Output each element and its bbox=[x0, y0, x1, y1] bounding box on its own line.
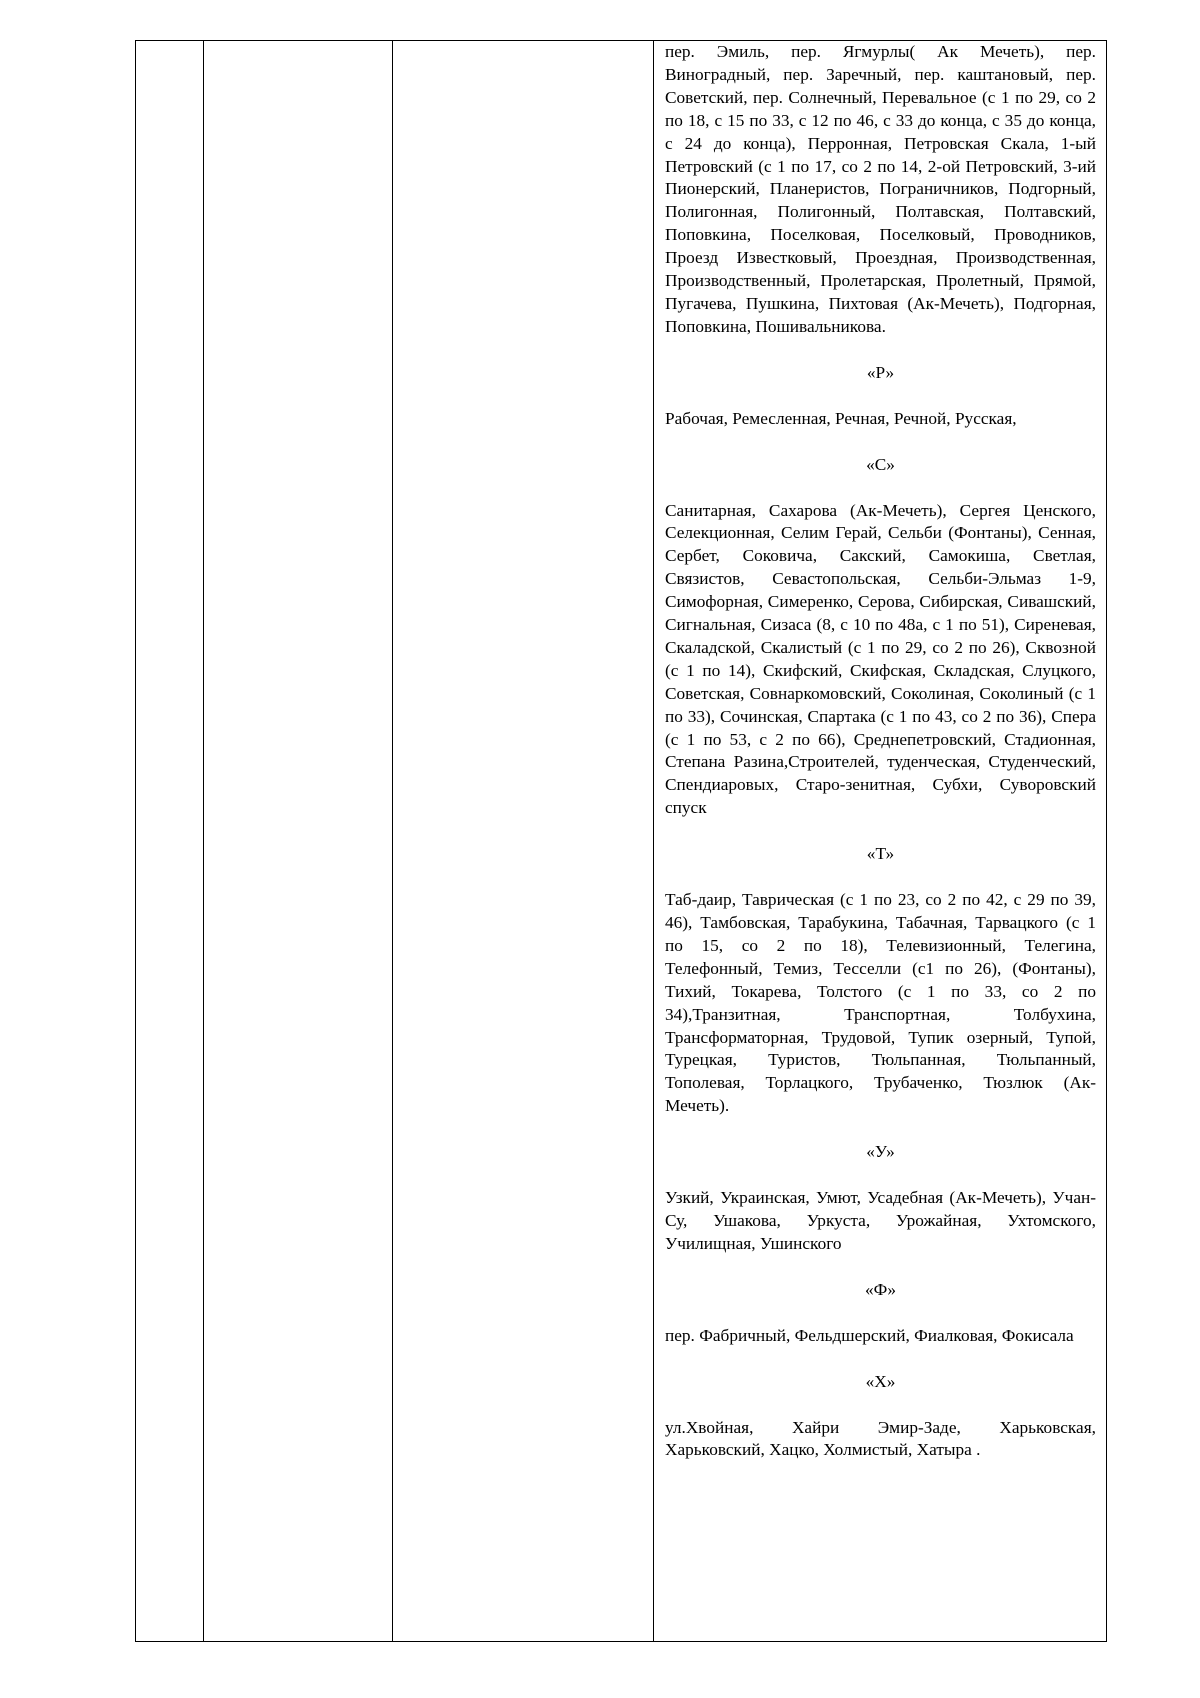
number-cell bbox=[136, 41, 204, 1642]
letter-heading-t: «Т» bbox=[866, 844, 895, 864]
street-list-s: Санитарная, Сахарова (Ак-Мечеть), Сергея Ценского, Селекционная, Селим Герай, Сельби (Фонтаны), Сенная, Сербет, Соковича, Сакский, Самокиша, Светлая, Связистов, Севастопольская, Сельби-Эльмаз 1-9, Симофорная, Симеренко, Серова, Сибирская, Сивашский, Сигнальная, Сизаса (8, с 10 по 48а, с 1 по 51), Сиреневая, Скаладской, Скалистый (с 1 по 29, со 2 по 26), Сквозной (с 1 по 14), Скифский, Скифская, Складская, Слуцкого, Советская, Совнаркомовский, Соколиная, Соколиный (с 1 по 33), Сочинская, Спартака (с 1 по 43, со 2 по 36), Спера (с 1 по 53, с 2 по 66), Среднепетровский, Стадионная, Степана Разина,Строителей, туденческая, Студенческий, Спендиаровых, Старо-зенитная, Субхи, Суворовский спуск bbox=[665, 500, 1096, 818]
document-table bbox=[135, 40, 1107, 1642]
table-row bbox=[136, 41, 1107, 1642]
institution-cell bbox=[393, 41, 654, 1642]
letter-heading-f: «Ф» bbox=[865, 1279, 896, 1299]
street-list-r: Рабочая, Ремесленная, Речная, Речной, Русская, bbox=[665, 408, 1017, 428]
street-list-p: пер. Эмиль, пер. Ягмурлы( Ак Мечеть), пер. Виноградный, пер. Заречный, пер. каштановый, пер. Советский, пер. Солнечный, Перевальное (с 1 по 29, со 2 по 18, с 15 по 33, с 12 по 46, с 33 до конца, с 35 до конца, с 24 до конца), Перронная, Петровская Скала, 1-ый Петровский (с 1 по 17, со 2 по 14, 2-ой Петровский, 3-ий Пионерский, Планеристов, Пограничников, Подгорный, Полигонная, Полигонный, Полтавская, Полтавский, Поповкина, Поселковая, Поселковый, Проводников, Проезд Известковый, Проездная, Производственная, Производственный, Пролетарская, Пролетный, Прямой, Пугачева, Пушкина, Пихтовая (Ак-Мечеть), Подгорная, Поповкина, Пошивальникова. bbox=[665, 42, 1096, 336]
letter-heading-kh: «Х» bbox=[865, 1371, 896, 1391]
street-list-t: Таб-даир, Таврическая (с 1 по 23, со 2 по 42, с 29 по 39, 46), Тамбовская, Тарабукина, Табачная, Тарвацкого (с 1 по 15, со 2 по 18), Телевизионный, Телегина, Телефонный, Темиз, Тесселли (с1 по 26), (Фонтаны), Тихий, Токарева, Толстого (с 1 по 33, со 2 по 34),Транзитная, Транспортная, Толбухина, Трансформаторная, Трудовой, Тупик озерный, Тупой, Турецкая, Туристов, Тюльпанная, Тюльпанный, Тополевая, Торлацкого, Трубаченко, Тюзлюк (Ак- Мечеть). bbox=[665, 890, 1096, 1116]
letter-heading-u: «У» bbox=[866, 1142, 895, 1162]
street-list-kh: ул.Хвойная, Хайри Эмир-Заде, Харьковская, Харьковский, Хацко, Холмистый, Хатыра . bbox=[665, 1417, 1096, 1460]
letter-heading-r: «Р» bbox=[866, 362, 895, 382]
street-list-u: Узкий, Украинская, Умют, Усадебная (Ак-Мечеть), Учан-Су, Ушакова, Уркуста, Урожайная, Ухтомского, Училищная, Ушинского bbox=[665, 1188, 1096, 1253]
letter-heading-s: «С» bbox=[866, 454, 895, 474]
streets-cell bbox=[654, 41, 1107, 1642]
street-list-f: пер. Фабричный, Фельдшерский, Фиалковая, Фокисала bbox=[665, 1325, 1074, 1345]
district-cell bbox=[204, 41, 393, 1642]
